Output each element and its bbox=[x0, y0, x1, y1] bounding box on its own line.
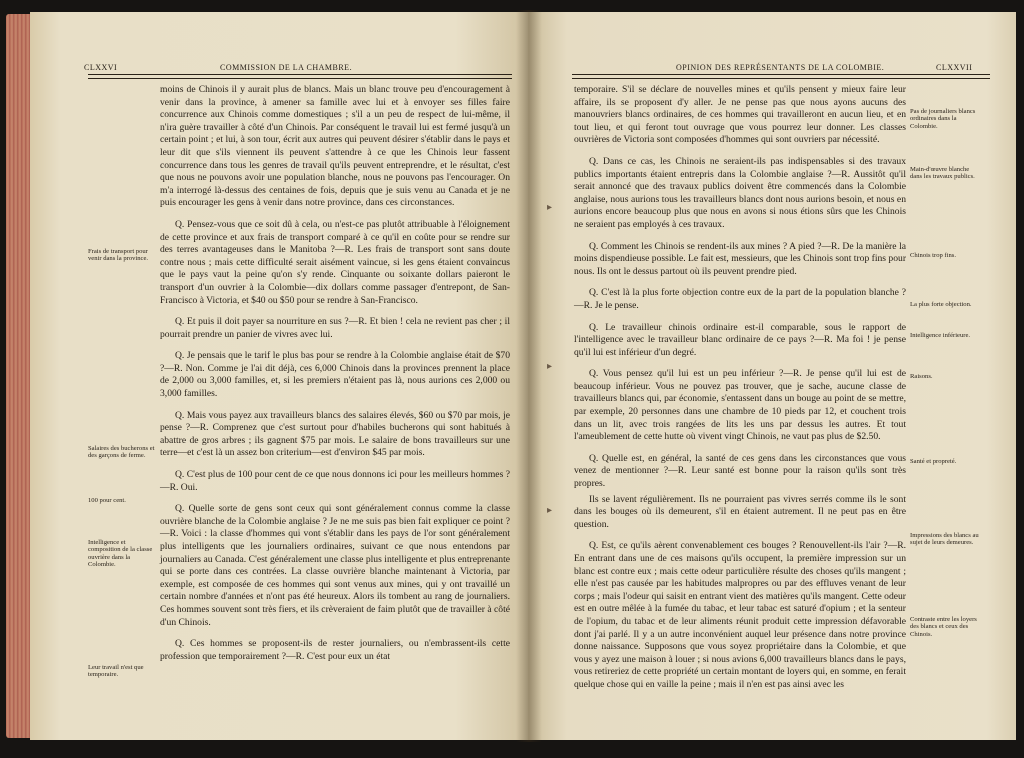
binding-hole-mark: ▸ bbox=[547, 361, 553, 372]
book-gutter bbox=[516, 10, 542, 742]
left-side-note: Leur travail n'est que temporaire. bbox=[88, 664, 144, 679]
left-folio: CLXXVI bbox=[84, 63, 118, 72]
binding-hole-mark: ▸ bbox=[547, 202, 553, 213]
right-paragraph: Q. Vous pensez qu'il lui est un peu inférieur ?—R. Je pense qu'il lui est de beaucoup inférieur. Vous ne pouvez pas trouver, que je sache, aucune classe de travailleurs blancs qui, par économie, s'entassent dans un bouge au point de se mettre, par exemple, 20 personnes dans une chambre de 10 pieds par 12, et couchent trois dans un lit, avec trois rangées de lits les uns par dessus les autres. Et tout l'ameublement de cette hutte où vivent vingt Chinois, ne vaut pas plus de $2.50. bbox=[574, 368, 906, 443]
right-side-note: Impressions des blancs au sujet de leurs demeures. bbox=[910, 532, 979, 547]
left-paragraph: moins de Chinois il y aurait plus de blancs. Mais un blanc trouve peu d'encouragement à venir dans la province, à amener sa famille avec lui et à envoyer ses filles faire concurrence aux Chinois comme domestiques ; s'il a un peu de respect de lui-même, il n'ira guère travailler à côté d'un Chinois. Par conséquent le travail lui est fermé jusqu'à un certain point ; et lui, à son tour, écrit aux autres qui peuvent désirer s'établir dans le pays et leur dit que s'ils viennent ils peuvent s'attendre à ce que les Chinois leur fassent concurrence dans tous les genres de travail qu'ils peuvent entreprendre, et le résultat, c'est que nous ne pouvons avoir une population blanche, nous ne pouvons pas l'encourager. On m'a interrogé là-dessus des centaines de fois, depuis que je suis venu au Canada et je ne puis encourager les gens à venir dans notre province, dans ces circonstances. bbox=[160, 84, 510, 209]
binding-hole-mark: ▸ bbox=[547, 505, 553, 516]
left-paragraph: Q. Et puis il doit payer sa nourriture en sus ?—R. Et bien ! cela ne revient pas cher ; il pourrait prendre un panier de vivres avec lui. bbox=[160, 316, 510, 340]
left-body-text bbox=[160, 84, 510, 672]
right-side-note: Pas de journaliers blancs ordinaires dans la Colombie. bbox=[910, 108, 976, 130]
left-paragraph: Q. C'est plus de 100 pour cent de ce que nous donnons ici pour les meilleurs hommes ?—R. Oui. bbox=[160, 469, 510, 493]
right-paragraph: temporaire. S'il se déclare de nouvelles mines et qu'ils pensent y mieux faire leur affaire, ils se proposent d'y aller. Je ne pense pas que nous ayons aucuns des manouvriers blancs ordinaires, de ces hommes qui travailleront en aucun lieu, et en tout lieu, et qui feront tout ouvrage que vous pourrez leur donner. Les classes ouvrières de Victoria sont composées d'hommes qui sont ouvriers par nécessité. bbox=[574, 84, 906, 146]
right-side-note: Contraste entre les loyers des blancs et ceux des Chinois. bbox=[910, 616, 977, 638]
left-side-note: Salaires des bucherons et des garçons de ferme. bbox=[88, 445, 155, 460]
left-paragraph: Q. Ces hommes se proposent-ils de rester journaliers, ou n'embrassent-ils cette profession que temporairement ?—R. C'est pour eux un état bbox=[160, 638, 510, 662]
left-head-rule bbox=[88, 74, 512, 75]
left-page bbox=[30, 12, 530, 740]
left-paragraph: Q. Je pensais que le tarif le plus bas pour se rendre à la Colombie anglaise était de $70 ?—R. Non. Comme je l'ai dit déjà, ces 6,000 Chinois dans la provinces prennent la place de 2,000 ou 3,000 familles, et, si les premiers n'étaient pas là, nous aurions ces 2,000 ou 3,000 familles. bbox=[160, 350, 510, 400]
right-side-note: Raisons. bbox=[910, 373, 933, 380]
right-folio: CLXXVII bbox=[936, 63, 973, 72]
left-head-rule-thin bbox=[88, 78, 512, 79]
left-running-head: COMMISSION DE LA CHAMBRE. bbox=[220, 63, 353, 72]
left-paragraph: Q. Pensez-vous que ce soit dû à cela, ou n'est-ce pas plutôt attribuable à l'éloignement de cette province et aux frais de transport comparé à ce qu'il en coûte pour se rendre sur des terres avantageuses dans le Manitoba ?—R. Les frais de transport sont sans doute contre nous ; mais cette difficulté serait aisément vaincue, si les gens étaient convaincus que le pays vaut la peine qu'on s'y rende. Cinquante ou soixante dollars paieront le transport d'un ouvrier à la Colombie—dix dollars comme passager d'entrepont, de San-Francisco à Victoria, et $40 ou $50 pour se rendre à San-Francisco. bbox=[160, 218, 510, 306]
left-side-note: Frais de transport pour venir dans la province. bbox=[88, 248, 149, 263]
right-body-text bbox=[574, 84, 906, 701]
right-paragraph: Ils se lavent régulièrement. Ils ne pourraient pas vivres serrés comme ils le sont dans les bouges où ils demeurent, s'il en étaient autrement. Il ne peut pas en être question. bbox=[574, 493, 906, 530]
right-side-note: Santé et propreté. bbox=[910, 458, 957, 465]
left-paragraph: Q. Quelle sorte de gens sont ceux qui sont généralement connus comme la classe ouvrière blanche de la Colombie anglaise ? Je ne me suis pas bien fait expliquer ce point ?—R. Voici : la classe d'hommes qui vont s'établir dans les pays de l'or sont généralement plus intelligents que les journaliers ordinaires, suivant ce que nous entendons par journaliers au Canada. C'est généralement une classe plus intelligente et plus entreprenante qui se porte dans ces contrées. La classe ouvrière blanche maintenant à Victoria, par exemple, est composée de ces hommes qui sont venus aux mines, qui y ont travaillé un certain nombre d'années et n'ont pas été heureux. Alors ils tombent au rang de journaliers. Ces hommes souvent sont très fiers, et ils crèveraient de faim plutôt que de travailler à côté d'un Chinois. bbox=[160, 503, 510, 628]
right-paragraph: Q. Comment les Chinois se rendent-ils aux mines ? A pied ?—R. De la manière la moins dispendieuse possible. Le fait est, messieurs, que les Chinois sont trop fins pour nous. Ils ont le dessus partout où ils peuvent prendre pied. bbox=[574, 240, 907, 277]
left-side-note: 100 pour cent. bbox=[88, 497, 126, 504]
right-paragraph: Q. Dans ce cas, les Chinois ne seraient-ils pas indispensables si des travaux publics importants étaient entrepris dans la Colombie anglaise ?—R. Aussitôt qu'il serait annoncé que des travaux publics doivent être commencés dans la Colombie anglaise, nous aurions tous les travailleurs blancs dont nous aurions besoin, et nous en aurions encore beaucoup plus que nous en avons si nous étions sûrs que les Chinois ne seraient pas employés à ces travaux. bbox=[574, 155, 906, 230]
right-side-note: Intelligence inférieure. bbox=[910, 332, 971, 339]
right-paragraph: Q. Quelle est, en général, la santé de ces gens dans les circonstances que vous venez de mentionner ?—R. Leur santé est bonne pour la raison qu'ils sont très propres. bbox=[574, 452, 906, 490]
right-page bbox=[528, 12, 1016, 740]
right-paragraph: Q. C'est là la plus forte objection contre eux de la part de la population blanche ?—R. Je le pense. bbox=[574, 287, 906, 311]
right-running-head: OPINION DES REPRÉSENTANTS DE LA COLOMBIE. bbox=[676, 63, 885, 72]
right-side-note: Main-d'œuvre blanche dans les travaux publics. bbox=[910, 166, 975, 181]
right-paragraph: Q. Est, ce qu'ils aèrent convenablement ces bouges ? Renouvellent-ils l'air ?—R. En entrant dans une de ces maisons qu'ils occupent, la première impression sur un blanc est contre eux ; mais cette odeur particulière résulte des choses qu'ils mangent ; elle n'est pas causée par les habitudes malpropres ou par des effluves venant de leur corps ; mais l'odeur qui saisit en entrant vient des matières qu'ils mangent. Cette odeur est en outre mêlée à la fumée du tabac, et leur tabac est saturé d'opium ; et la senteur de l'opium, du tabac et de leur aliments réunit produit cette impression défavorable dont j'ai parlé. Il y a un autre inconvénient auquel leur présence dans notre province donne naissance. Supposons que vous soyez propriétaire dans la Colombie, et que vous y ayez une maison à louer ; si nous avions 6,000 travailleurs blancs dans le pays, vous retireriez de cette propriété un certain montant de loyers qui, en somme, en ferait quelque chose qui en vaille la peine ; mais il n'en est pas ainsi avec les bbox=[574, 540, 906, 690]
right-paragraph: Q. Le travailleur chinois ordinaire est-il comparable, sous le rapport de l'intelligence avec le travailleur blanc ordinaire de ce pays ?—R. Ma foi ! je pense qu'il lui est inférieur d'un degré. bbox=[574, 321, 906, 358]
right-side-note: La plus forte objection. bbox=[910, 301, 972, 308]
right-head-rule-thin bbox=[572, 78, 990, 79]
left-paragraph: Q. Mais vous payez aux travailleurs blancs des salaires élevés, $60 ou $70 par mois, je pense ?—R. Comprenez que c'est surtout pour d'habiles bucherons qui sont habitués à abattre de gros arbres ; ils gagnent $75 par mois. Le salaire de bons travailleurs sur une terre—et c'est là un assez bon criterium—est d'environ $45 par mois. bbox=[160, 409, 510, 459]
right-head-rule bbox=[572, 74, 990, 75]
left-side-note: Intelligence et composition de la classe ouvrière dans la Colombie. bbox=[88, 539, 153, 569]
right-side-note: Chinois trop fins. bbox=[910, 252, 956, 259]
